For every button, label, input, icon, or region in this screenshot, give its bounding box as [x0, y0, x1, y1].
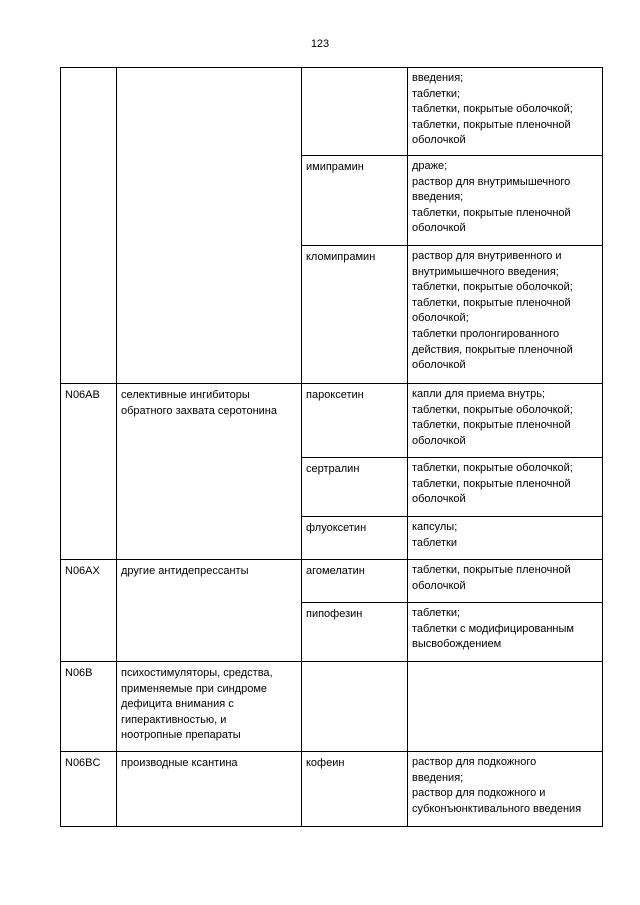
group-name-cell: селективные ингибиторы обратного захвата серотонина — [117, 384, 302, 560]
dosage-form-cell: таблетки, покрытые пленочной оболочкой — [408, 560, 603, 603]
dosage-form-cell: раствор для внутривенного и внутримышечного введения; таблетки, покрытые оболочкой; таблетки, покрытые пленочной оболочкой; таблетки пролонгированного действия, покрытые пленочной оболочкой — [408, 246, 603, 384]
atc-code-cell: N06AX — [61, 560, 117, 662]
group-name-cell: другие антидепрессанты — [117, 560, 302, 662]
table-row — [61, 68, 603, 156]
drug-name-cell: сертралин — [302, 458, 408, 517]
table-row — [61, 752, 603, 827]
drug-name-cell: пипофезин — [302, 603, 408, 662]
page-number: 123 — [310, 38, 330, 50]
dosage-form-cell: капли для приема внутрь; таблетки, покрытые оболочкой; таблетки, покрытые пленочной оболочкой — [408, 384, 603, 458]
table-row — [61, 662, 603, 752]
atc-code-cell — [61, 68, 117, 384]
dosage-form-cell: драже; раствор для внутримышечного введения; таблетки, покрытые пленочной оболочкой — [408, 156, 603, 246]
table-row — [61, 560, 603, 603]
group-name-cell: производные ксантина — [117, 752, 302, 827]
drug-name-cell: имипрамин — [302, 156, 408, 246]
dosage-form-cell: капсулы; таблетки — [408, 517, 603, 560]
dosage-form-cell: раствор для подкожного введения; раствор для подкожного и субконъюнктивального введения — [408, 752, 603, 827]
dosage-form-cell: введения; таблетки; таблетки, покрытые оболочкой; таблетки, покрытые пленочной оболочкой — [408, 68, 603, 156]
atc-code-cell: N06B — [61, 662, 117, 752]
dosage-form-cell: таблетки; таблетки с модифицированным высвобождением — [408, 603, 603, 662]
drug-name-cell — [302, 662, 408, 752]
drug-name-cell — [302, 68, 408, 156]
drug-name-cell: кломипрамин — [302, 246, 408, 384]
dosage-form-cell: таблетки, покрытые оболочкой; таблетки, покрытые пленочной оболочкой — [408, 458, 603, 517]
atc-code-cell: N06AB — [61, 384, 117, 560]
group-name-cell — [117, 68, 302, 384]
drug-name-cell: пароксетин — [302, 384, 408, 458]
drug-name-cell: флуоксетин — [302, 517, 408, 560]
drug-name-cell: кофеин — [302, 752, 408, 827]
table-row — [61, 384, 603, 458]
atc-code-cell: N06BC — [61, 752, 117, 827]
drug-name-cell: агомелатин — [302, 560, 408, 603]
group-name-cell: психостимуляторы, средства, применяемые при синдроме дефицита внимания с гиперактивностью, и ноотропные препараты — [117, 662, 302, 752]
drug-classification-table — [60, 67, 603, 827]
dosage-form-cell — [408, 662, 603, 752]
